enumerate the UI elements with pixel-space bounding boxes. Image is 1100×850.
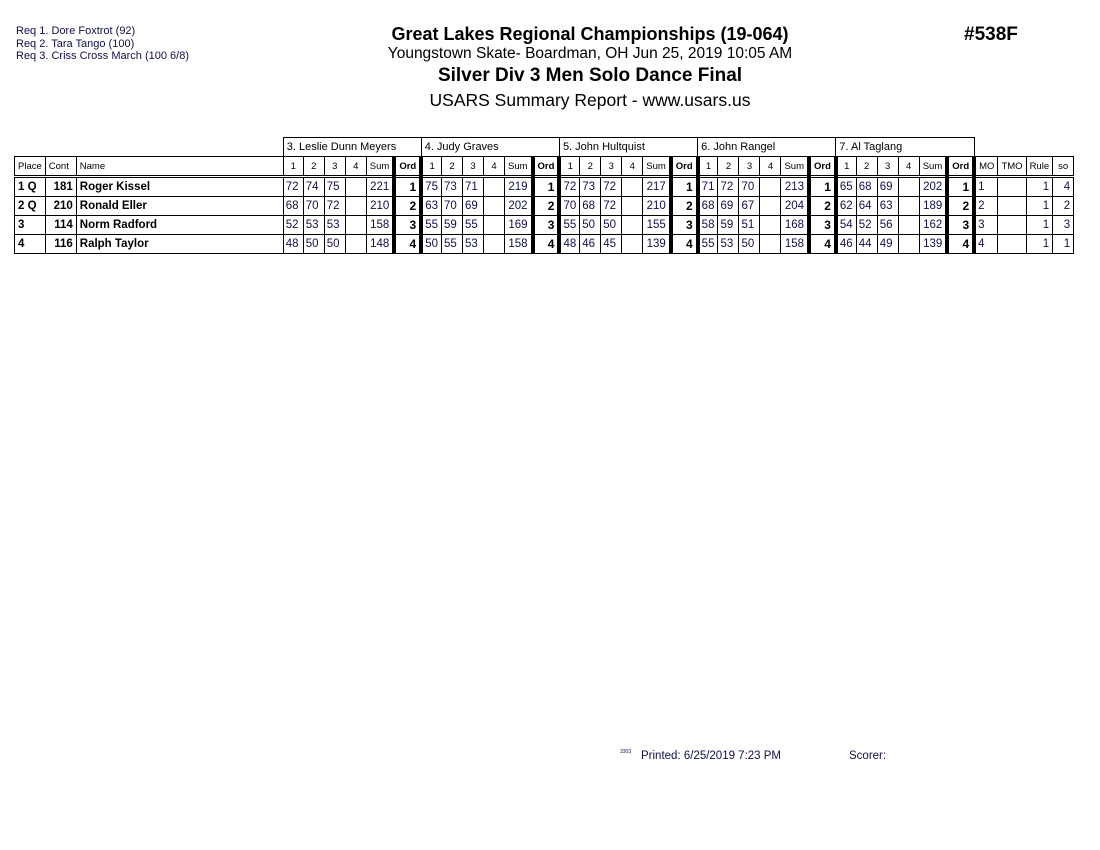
score-cell: 64 <box>856 197 877 216</box>
col-header-3: 3 <box>324 157 345 177</box>
requirement-3: Req 3. Criss Cross March (100 6/8) <box>16 50 189 62</box>
col-header-sum: Sum <box>781 157 809 177</box>
blank-cell <box>15 138 284 157</box>
sum-cell: 169 <box>505 216 533 235</box>
score-cell: 71 <box>698 177 718 197</box>
score-cell <box>898 197 919 216</box>
score-cell <box>622 235 643 254</box>
mo-cell: 3 <box>974 216 998 235</box>
score-cell <box>484 235 505 254</box>
score-cell: 50 <box>421 235 441 254</box>
ordinal-cell: 1 <box>394 177 421 197</box>
ordinal-cell: 2 <box>671 197 698 216</box>
judge-header-row <box>15 138 1074 157</box>
tmo-cell <box>998 197 1026 216</box>
score-cell: 69 <box>718 197 739 216</box>
score-cell: 71 <box>463 177 484 197</box>
place-cell: 3 <box>15 216 46 235</box>
col-header-so: so <box>1053 157 1074 177</box>
score-cell: 69 <box>877 177 898 197</box>
score-cell: 58 <box>698 216 718 235</box>
score-cell: 70 <box>303 197 324 216</box>
ordinal-cell: 3 <box>947 216 974 235</box>
skater-name: Ronald Eller <box>76 197 283 216</box>
col-header-2: 2 <box>580 157 601 177</box>
rule-cell: 1 <box>1026 197 1053 216</box>
col-header-3: 3 <box>463 157 484 177</box>
so-cell: 2 <box>1053 197 1074 216</box>
ordinal-cell: 2 <box>394 197 421 216</box>
score-cell: 72 <box>324 197 345 216</box>
requirement-1: Req 1. Dore Foxtrot (92) <box>16 25 136 37</box>
score-cell: 73 <box>580 177 601 197</box>
score-cell: 59 <box>442 216 463 235</box>
score-cell: 72 <box>718 177 739 197</box>
sum-cell: 155 <box>643 216 671 235</box>
ordinal-cell: 4 <box>671 235 698 254</box>
score-cell: 72 <box>559 177 579 197</box>
score-cell: 55 <box>559 216 579 235</box>
sum-cell: 204 <box>781 197 809 216</box>
col-header-cont: Cont <box>45 157 76 177</box>
col-header-sum: Sum <box>643 157 671 177</box>
score-cell: 68 <box>283 197 303 216</box>
score-cell <box>760 216 781 235</box>
score-cell: 68 <box>698 197 718 216</box>
col-header-4: 4 <box>760 157 781 177</box>
ordinal-cell: 3 <box>671 216 698 235</box>
sum-cell: 210 <box>643 197 671 216</box>
rule-cell: 1 <box>1026 216 1053 235</box>
scorer-label: Scorer: <box>849 750 887 762</box>
col-header-ord: Ord <box>671 157 698 177</box>
score-cell: 69 <box>463 197 484 216</box>
tmo-cell <box>998 216 1026 235</box>
score-cell: 68 <box>856 177 877 197</box>
score-cell: 72 <box>601 197 622 216</box>
col-header-rule: Rule <box>1026 157 1053 177</box>
score-cell: 51 <box>739 216 760 235</box>
sum-cell: 158 <box>366 216 394 235</box>
ordinal-cell: 4 <box>533 235 560 254</box>
score-cell: 59 <box>718 216 739 235</box>
tmo-cell <box>998 177 1026 197</box>
table-row <box>15 197 1074 216</box>
score-cell: 55 <box>698 235 718 254</box>
score-cell: 45 <box>601 235 622 254</box>
score-cell: 75 <box>421 177 441 197</box>
skater-name: Ralph Taylor <box>76 235 283 254</box>
col-header-4: 4 <box>345 157 366 177</box>
score-cell <box>622 177 643 197</box>
score-cell: 53 <box>718 235 739 254</box>
col-header-sum: Sum <box>505 157 533 177</box>
judge-name: 5. John Hultquist <box>559 138 697 157</box>
col-header-1: 1 <box>421 157 441 177</box>
score-cell: 50 <box>580 216 601 235</box>
col-header-tmo: TMO <box>998 157 1026 177</box>
ordinal-cell: 4 <box>809 235 836 254</box>
score-cell: 52 <box>283 216 303 235</box>
col-header-3: 3 <box>601 157 622 177</box>
score-cell: 67 <box>739 197 760 216</box>
score-cell: 48 <box>559 235 579 254</box>
score-cell <box>484 216 505 235</box>
score-cell <box>898 235 919 254</box>
skater-name: Norm Radford <box>76 216 283 235</box>
col-header-2: 2 <box>856 157 877 177</box>
score-cell: 65 <box>836 177 856 197</box>
event-number: #538F <box>964 24 1018 45</box>
score-cell: 55 <box>442 235 463 254</box>
score-cell: 62 <box>836 197 856 216</box>
footer-code: 3303 <box>620 749 632 755</box>
score-cell: 56 <box>877 216 898 235</box>
col-header-2: 2 <box>718 157 739 177</box>
score-cell <box>622 197 643 216</box>
contestant-number: 210 <box>45 197 76 216</box>
col-header-1: 1 <box>698 157 718 177</box>
score-cell: 74 <box>303 177 324 197</box>
col-header-4: 4 <box>898 157 919 177</box>
score-cell: 73 <box>442 177 463 197</box>
ordinal-cell: 1 <box>533 177 560 197</box>
printed-timestamp: Printed: 6/25/2019 7:23 PM <box>641 750 782 762</box>
contestant-number: 116 <box>45 235 76 254</box>
place-cell: 1 Q <box>15 177 46 197</box>
col-header-place: Place <box>15 157 46 177</box>
ordinal-cell: 4 <box>947 235 974 254</box>
score-cell: 46 <box>836 235 856 254</box>
col-header-1: 1 <box>559 157 579 177</box>
ordinal-cell: 4 <box>394 235 421 254</box>
sum-cell: 189 <box>919 197 947 216</box>
score-cell <box>760 177 781 197</box>
so-cell: 3 <box>1053 216 1074 235</box>
sum-cell: 158 <box>505 235 533 254</box>
judge-name: 7. Al Taglang <box>836 138 974 157</box>
col-header-ord: Ord <box>394 157 421 177</box>
col-header-2: 2 <box>442 157 463 177</box>
requirement-2: Req 2. Tara Tango (100) <box>16 37 135 50</box>
ordinal-cell: 3 <box>809 216 836 235</box>
table-row <box>15 177 1074 197</box>
score-cell: 55 <box>421 216 441 235</box>
contestant-number: 181 <box>45 177 76 197</box>
event-title: Silver Div 3 Men Solo Dance Final <box>437 65 743 86</box>
skater-name: Roger Kissel <box>76 177 283 197</box>
score-cell <box>484 177 505 197</box>
col-header-3: 3 <box>739 157 760 177</box>
col-header-ord: Ord <box>947 157 974 177</box>
col-header-name: Name <box>76 157 283 177</box>
col-header-1: 1 <box>283 157 303 177</box>
column-header-row <box>15 157 1074 177</box>
score-cell: 63 <box>877 197 898 216</box>
sum-cell: 148 <box>366 235 394 254</box>
location-date: Youngstown Skate- Boardman, OH Jun 25, 2019 10:05 AM <box>387 45 793 62</box>
score-cell: 63 <box>421 197 441 216</box>
col-header-3: 3 <box>877 157 898 177</box>
score-cell: 50 <box>739 235 760 254</box>
score-cell <box>345 197 366 216</box>
contestant-number: 114 <box>45 216 76 235</box>
sum-cell: 139 <box>919 235 947 254</box>
score-cell <box>898 216 919 235</box>
score-cell: 53 <box>303 216 324 235</box>
sum-cell: 210 <box>366 197 394 216</box>
score-cell: 53 <box>324 216 345 235</box>
requirements-list <box>16 25 189 63</box>
sum-cell: 213 <box>781 177 809 197</box>
mo-cell: 2 <box>974 197 998 216</box>
competition-title: Great Lakes Regional Championships (19-064) <box>391 24 789 44</box>
col-header-4: 4 <box>622 157 643 177</box>
score-cell: 72 <box>283 177 303 197</box>
rule-cell: 1 <box>1026 177 1053 197</box>
sum-cell: 219 <box>505 177 533 197</box>
ordinal-cell: 3 <box>533 216 560 235</box>
sum-cell: 217 <box>643 177 671 197</box>
score-cell <box>345 177 366 197</box>
so-cell: 4 <box>1053 177 1074 197</box>
mo-cell: 1 <box>974 177 998 197</box>
col-header-ord: Ord <box>533 157 560 177</box>
ordinal-cell: 1 <box>809 177 836 197</box>
sum-cell: 221 <box>366 177 394 197</box>
score-cell: 50 <box>324 235 345 254</box>
score-cell: 55 <box>463 216 484 235</box>
col-header-ord: Ord <box>809 157 836 177</box>
summary-table <box>14 137 1074 254</box>
ordinal-cell: 3 <box>394 216 421 235</box>
table-row <box>15 216 1074 235</box>
judge-name: 4. Judy Graves <box>421 138 559 157</box>
ordinal-cell: 2 <box>947 197 974 216</box>
col-header-mo: MO <box>974 157 998 177</box>
mo-cell: 4 <box>974 235 998 254</box>
score-cell: 48 <box>283 235 303 254</box>
score-cell: 54 <box>836 216 856 235</box>
ordinal-cell: 2 <box>533 197 560 216</box>
score-cell <box>484 197 505 216</box>
score-cell: 70 <box>559 197 579 216</box>
col-header-1: 1 <box>836 157 856 177</box>
score-cell: 50 <box>303 235 324 254</box>
score-cell <box>898 177 919 197</box>
score-cell: 46 <box>580 235 601 254</box>
score-cell: 49 <box>877 235 898 254</box>
report-title: USARS Summary Report - www.usars.us <box>429 90 751 110</box>
col-header-sum: Sum <box>366 157 394 177</box>
place-cell: 4 <box>15 235 46 254</box>
judge-name: 3. Leslie Dunn Meyers <box>283 138 421 157</box>
score-cell: 50 <box>601 216 622 235</box>
score-cell: 44 <box>856 235 877 254</box>
score-cell: 72 <box>601 177 622 197</box>
ordinal-cell: 2 <box>809 197 836 216</box>
score-cell <box>622 216 643 235</box>
score-cell: 53 <box>463 235 484 254</box>
so-cell: 1 <box>1053 235 1074 254</box>
col-header-2: 2 <box>303 157 324 177</box>
score-cell: 70 <box>442 197 463 216</box>
score-cell: 68 <box>580 197 601 216</box>
sum-cell: 139 <box>643 235 671 254</box>
sum-cell: 202 <box>505 197 533 216</box>
ordinal-cell: 1 <box>947 177 974 197</box>
score-cell <box>345 235 366 254</box>
judge-name: 6. John Rangel <box>698 138 836 157</box>
score-cell: 70 <box>739 177 760 197</box>
col-header-sum: Sum <box>919 157 947 177</box>
score-cell <box>345 216 366 235</box>
table-row <box>15 235 1074 254</box>
sum-cell: 162 <box>919 216 947 235</box>
tmo-cell <box>998 235 1026 254</box>
score-cell <box>760 235 781 254</box>
rule-cell: 1 <box>1026 235 1053 254</box>
sum-cell: 202 <box>919 177 947 197</box>
score-cell: 52 <box>856 216 877 235</box>
col-header-4: 4 <box>484 157 505 177</box>
place-cell: 2 Q <box>15 197 46 216</box>
ordinal-cell: 1 <box>671 177 698 197</box>
score-cell: 75 <box>324 177 345 197</box>
score-cell <box>760 197 781 216</box>
sum-cell: 158 <box>781 235 809 254</box>
sum-cell: 168 <box>781 216 809 235</box>
